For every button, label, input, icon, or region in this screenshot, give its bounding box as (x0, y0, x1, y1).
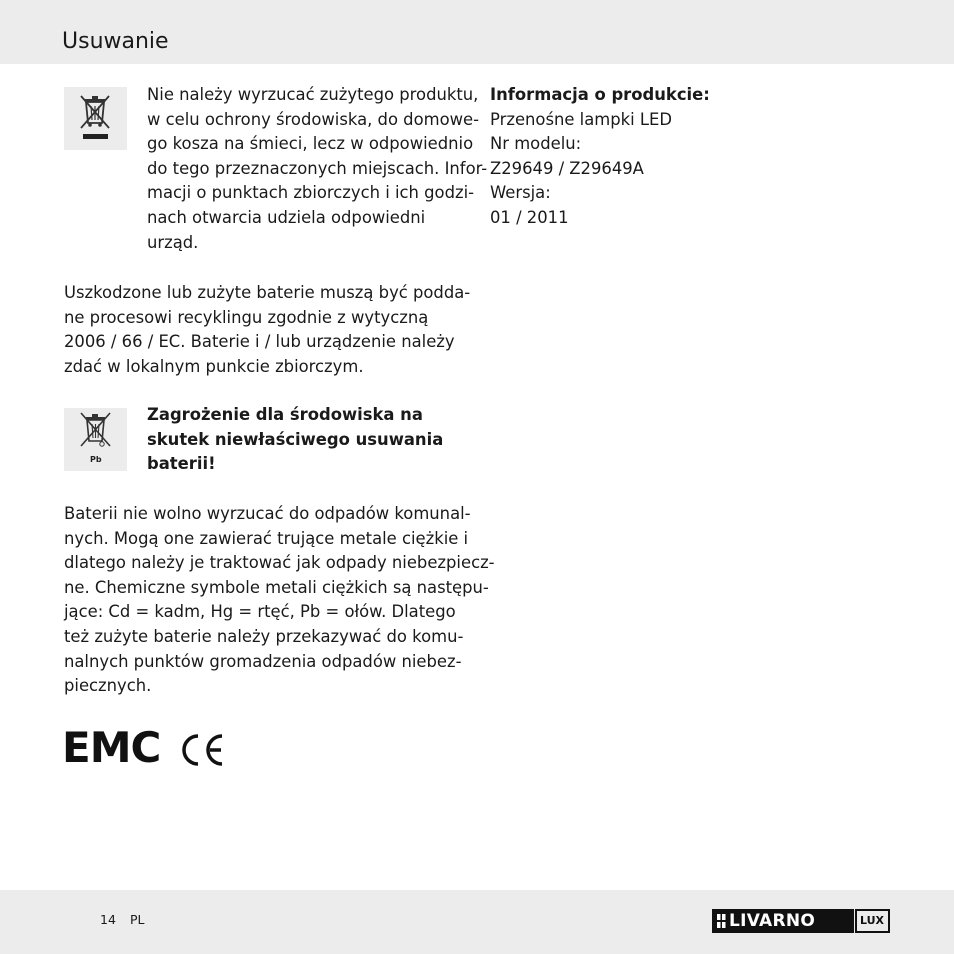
text-line: baterii! (147, 454, 216, 474)
text-line: zdać w lokalnym punkcie zbiorczym. (64, 356, 364, 376)
brand-name: LIVARNO (729, 911, 816, 931)
text-line: piecznych. (64, 676, 152, 696)
battery-bin-icon (64, 408, 127, 471)
pb-label: Pb (90, 455, 102, 464)
warning-text (147, 403, 443, 477)
batteries-text (64, 281, 470, 379)
text-line: go kosza na śmieci, lecz w odpowiednio (147, 134, 474, 154)
text-line: skutek niewłaściwego usuwania (147, 429, 444, 449)
text-line: dlatego należy je traktować jak odpady niebezpiecz- (64, 553, 495, 573)
emc-mark: EMC (62, 723, 161, 772)
page-number: 14 (100, 912, 116, 927)
text-line: 2006 / 66 / EC. Baterie i / lub urządzenie należy (64, 332, 455, 352)
text-line: też zużyte baterie należy przekazywać do komu- (64, 626, 464, 646)
product-info (490, 83, 710, 231)
disposal-text (147, 83, 487, 255)
text-line: w celu ochrony środowiska, do domowe- (147, 109, 480, 129)
product-name: Przenośne lampki LED (490, 109, 672, 129)
text-line: Uszkodzone lub zużyte baterie muszą być podda- (64, 283, 471, 302)
text-line: Zagrożenie dla środowiska na (147, 405, 423, 424)
text-line: do tego przeznaczonych miejscach. Infor- (147, 158, 488, 178)
text-line: nach otwarcia udziela odpowiedni (147, 207, 426, 227)
version-row (490, 181, 710, 230)
section-title: Usuwanie (62, 29, 169, 54)
version-value: 01 / 2011 (490, 207, 569, 227)
text-line: Baterii nie wolno wyrzucać do odpadów komunal- (64, 504, 471, 523)
text-line: ne. Chemiczne symbole metali ciężkich są następu- (64, 577, 489, 597)
weee-bin-icon (64, 87, 127, 150)
brand-suffix: LUX (860, 914, 885, 927)
model-row (490, 132, 710, 181)
language-code: PL (130, 912, 145, 927)
text-line: nalnych punktów gromadzenia odpadów niebez- (64, 651, 462, 671)
product-info-heading: Informacja o produkcie: (490, 85, 710, 104)
hazard-text (64, 502, 495, 699)
text-line: macji o punktach zbiorczych i ich godzi- (147, 183, 475, 203)
text-line: jące: Cd = kadm, Hg = rtęć, Pb = ołów. Dlatego (64, 602, 456, 622)
text-line: urząd. (147, 232, 199, 252)
text-line: nych. Mogą one zawierać trujące metale ciężkie i (64, 528, 469, 548)
text-line: Nie należy wyrzucać zużytego produktu, (147, 85, 479, 104)
ce-mark-icon (178, 732, 226, 768)
model-value: Z29649 / Z29649A (490, 158, 644, 178)
model-label: Nr modelu: (490, 134, 582, 154)
version-label: Wersja: (490, 183, 551, 203)
text-line: ne procesowi recyklingu zgodnie z wytyczną (64, 307, 429, 327)
